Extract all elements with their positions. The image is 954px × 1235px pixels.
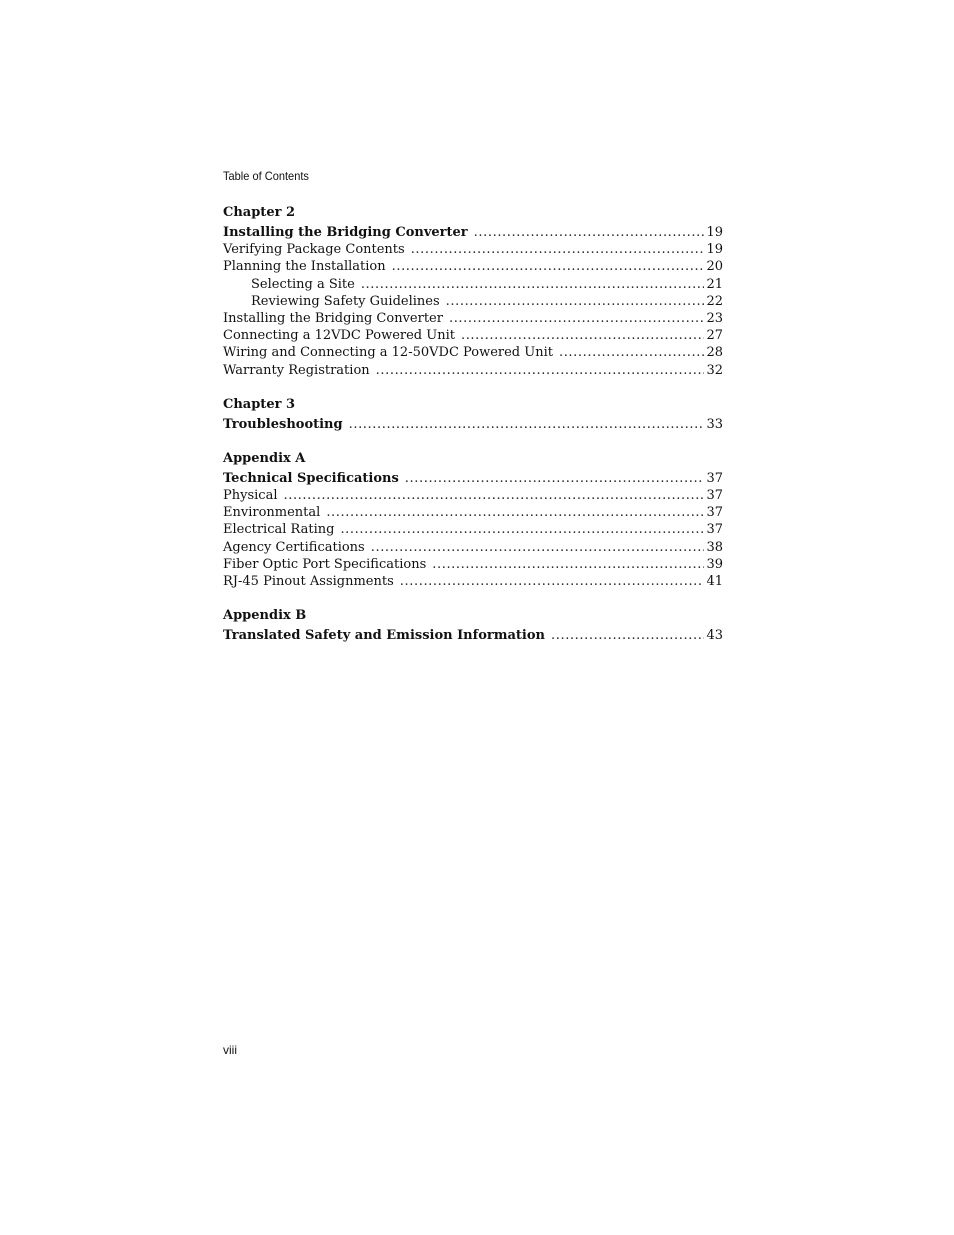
toc-entry[interactable]: [223, 539, 723, 556]
entry-page-number: 19: [706, 225, 723, 240]
entry-title: Agency Certifications: [223, 539, 365, 555]
toc-subentry[interactable]: [223, 293, 723, 310]
entry-page-number: 41: [706, 574, 723, 589]
entry-page-number: 19: [706, 242, 723, 258]
toc-entry[interactable]: [223, 224, 723, 241]
toc-section-chapter-2: [223, 203, 723, 379]
dot-leader: [326, 504, 704, 521]
table-of-contents: [223, 203, 723, 644]
entry-title: Reviewing Safety Guidelines: [251, 293, 440, 309]
toc-entry[interactable]: [223, 627, 723, 644]
toc-entry[interactable]: [223, 327, 723, 344]
toc-section-appendix-a: [223, 449, 723, 590]
entry-title: Troubleshooting: [223, 416, 343, 432]
entry-page-number: 28: [706, 345, 723, 361]
toc-section-chapter-3: [223, 395, 723, 433]
entry-page-number: 39: [706, 556, 723, 572]
entry-page-number: 37: [706, 470, 723, 486]
entry-title: Environmental: [223, 505, 321, 521]
dot-leader: [283, 487, 704, 504]
toc-entry[interactable]: [223, 556, 723, 573]
entry-title: Installing the Bridging Converter: [223, 310, 443, 326]
toc-subentry[interactable]: [223, 276, 723, 293]
dot-leader: [446, 293, 705, 310]
entry-title: Installing the Bridging Converter: [223, 225, 468, 240]
toc-entry[interactable]: [223, 487, 723, 504]
entry-title: Connecting a 12VDC Powered Unit: [223, 328, 455, 344]
entry-title: Selecting a Site: [251, 276, 355, 292]
entry-page-number: 32: [706, 362, 723, 378]
entry-title: Wiring and Connecting a 12-50VDC Powered Unit: [223, 345, 553, 361]
entry-page-number: 27: [706, 328, 723, 344]
section-label: Chapter 3: [223, 396, 296, 412]
entry-page-number: 37: [706, 488, 723, 504]
dot-leader: [371, 539, 705, 556]
entry-title: Warranty Registration: [223, 362, 370, 378]
entry-title: Verifying Package Contents: [223, 242, 405, 258]
toc-entry[interactable]: [223, 573, 723, 590]
entry-page-number: 22: [706, 293, 723, 309]
toc-entry[interactable]: [223, 362, 723, 379]
dot-leader: [559, 344, 704, 361]
toc-entry[interactable]: [223, 258, 723, 275]
dot-leader: [474, 224, 705, 241]
dot-leader: [349, 416, 705, 433]
entry-title: Translated Safety and Emission Information: [223, 628, 545, 644]
running-header: Table of Contents: [223, 169, 309, 183]
dot-leader: [361, 276, 705, 293]
dot-leader: [432, 556, 704, 573]
toc-entry[interactable]: [223, 470, 723, 487]
dot-leader: [405, 470, 705, 487]
toc-entry[interactable]: [223, 416, 723, 433]
entry-page-number: 38: [706, 539, 723, 555]
dot-leader: [461, 327, 704, 344]
entry-page-number: 20: [706, 259, 723, 275]
dot-leader: [340, 521, 704, 538]
section-label: Appendix B: [223, 608, 307, 624]
entry-title: Fiber Optic Port Specifications: [223, 556, 427, 572]
dot-leader: [449, 310, 704, 327]
dot-leader: [376, 362, 705, 379]
toc-entry[interactable]: [223, 310, 723, 327]
page-number: viii: [223, 1043, 237, 1057]
dot-leader: [392, 258, 705, 275]
toc-entry[interactable]: [223, 521, 723, 538]
entry-page-number: 43: [706, 628, 723, 644]
entry-title: Technical Specifications: [223, 470, 399, 486]
section-label: Appendix A: [223, 450, 306, 466]
toc-entry[interactable]: [223, 241, 723, 258]
dot-leader: [551, 627, 704, 644]
toc-section-appendix-b: [223, 606, 723, 644]
entry-page-number: 21: [706, 276, 723, 292]
entry-title: Electrical Rating: [223, 522, 335, 538]
entry-page-number: 37: [706, 522, 723, 538]
dot-leader: [411, 241, 705, 258]
entry-title: Planning the Installation: [223, 259, 386, 275]
entry-title: Physical: [223, 488, 278, 504]
entry-title: RJ-45 Pinout Assignments: [223, 574, 394, 589]
entry-page-number: 37: [706, 505, 723, 521]
entry-page-number: 23: [706, 310, 723, 326]
dot-leader: [400, 573, 705, 590]
toc-entry[interactable]: [223, 504, 723, 521]
toc-entry[interactable]: [223, 344, 723, 361]
entry-page-number: 33: [706, 416, 723, 432]
section-label: Chapter 2: [223, 205, 296, 220]
